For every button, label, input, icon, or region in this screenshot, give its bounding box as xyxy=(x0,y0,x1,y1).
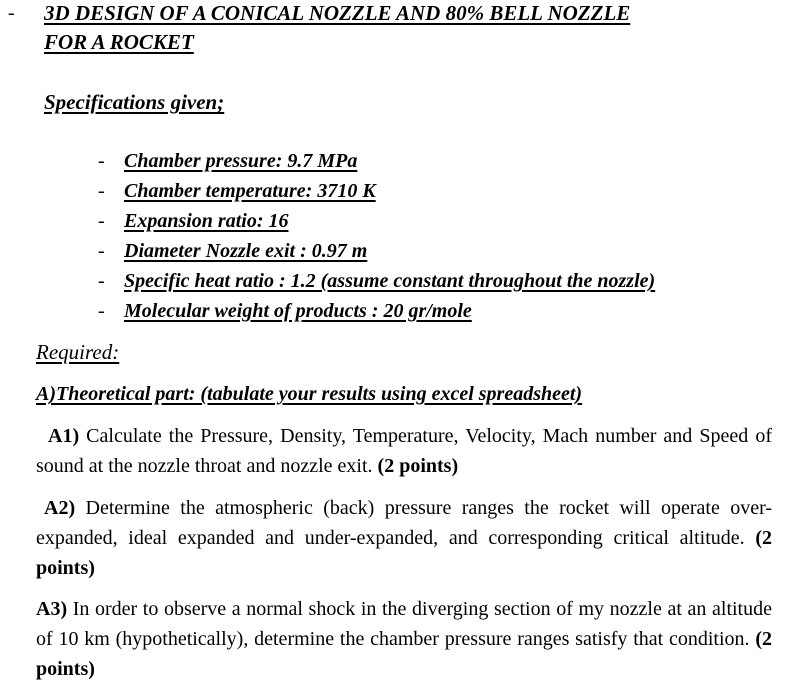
list-bullet-dash: - xyxy=(98,270,105,292)
spec-molecular-weight: Molecular weight of products : 20 gr/mole xyxy=(124,300,472,322)
part-a-heading: A)Theoretical part: (tabulate your results using excel spreadsheet) xyxy=(36,383,583,405)
question-label: A1) xyxy=(48,425,80,447)
spec-expansion-ratio: Expansion ratio: 16 xyxy=(124,210,289,232)
list-bullet-dash: - xyxy=(98,180,105,202)
question-points: (2 points) xyxy=(377,455,459,477)
document-title-line-1: 3D DESIGN OF A CONICAL NOZZLE AND 80% BELL NOZZLE xyxy=(44,1,631,25)
question-text: In order to observe a normal shock in the diverging section of my nozzle at an altitude of 10 km (hypothetically), determine the chamber pressure ranges satisfy that condition. xyxy=(36,598,772,650)
question-text: Calculate the Pressure, Density, Temperature, Velocity, Mach number and Speed of sound at the nozzle throat and nozzle exit. xyxy=(36,425,772,477)
question-a3 xyxy=(36,594,772,684)
question-text: Determine the atmospheric (back) pressure ranges the rocket will operate over-expanded, ideal expanded and under-expanded, and corresponding critical altitude. xyxy=(36,497,772,549)
spec-specific-heat-ratio: Specific heat ratio : 1.2 (assume constant throughout the nozzle) xyxy=(124,270,656,292)
question-label: A3) xyxy=(36,598,68,620)
question-a1 xyxy=(36,421,772,481)
spec-chamber-temperature: Chamber temperature: 3710 K xyxy=(124,180,376,202)
list-bullet-dash: - xyxy=(98,300,105,322)
spec-nozzle-exit-diameter: Diameter Nozzle exit : 0.97 m xyxy=(124,240,368,262)
title-bullet-dash: - xyxy=(8,2,15,24)
specifications-heading: Specifications given; xyxy=(44,90,225,114)
spec-chamber-pressure: Chamber pressure: 9.7 MPa xyxy=(124,150,358,172)
list-bullet-dash: - xyxy=(98,210,105,232)
question-points: (2 points) xyxy=(36,628,772,680)
question-label: A2) xyxy=(44,497,76,519)
list-bullet-dash: - xyxy=(98,150,105,172)
required-heading: Required: xyxy=(36,340,120,364)
question-points: (2 points) xyxy=(36,527,772,579)
list-bullet-dash: - xyxy=(98,240,105,262)
document-title-line-2: FOR A ROCKET xyxy=(44,30,194,54)
question-a2 xyxy=(36,493,772,583)
